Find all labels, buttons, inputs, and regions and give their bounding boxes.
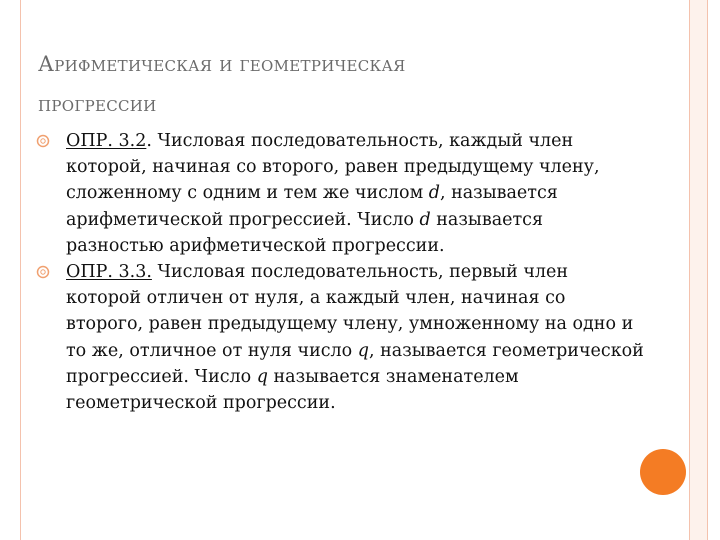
definition-text: , называется арифметической прогрессией. Число [66,183,558,230]
slide-content [36,128,646,416]
bullet-ring-icon [36,134,50,148]
definition-arithmetic [36,128,646,259]
right-border-band [689,0,707,540]
right-frame-line-inner [689,0,690,540]
accent-circle [640,449,686,495]
slide-title-line1: Арифметическая и геометрическая [38,52,406,76]
definition-text: называется знаменателем геометрической прогрессии. [66,366,519,414]
variable-d: d [419,209,431,230]
definition-term: ОПР. 3.3. [66,262,152,283]
slide-title-line2: прогрессии [38,92,157,116]
left-frame-line [20,0,21,540]
slide-title [38,44,658,124]
definition-geometric [36,259,646,416]
bullet-ring-icon [36,265,50,279]
definition-text: . Числовая последовательность, каждый член которой, начиная со второго, равен предыдущему члену, сложенному с одним и тем же числом [66,131,600,204]
variable-q: q [256,366,268,387]
definition-term: ОПР. 3.2 [66,131,147,151]
variable-q: q [357,340,369,361]
definition-text: Числовая последовательность, первый член которой отличен от нуля, а каждый член, начиная со второго, равен предыдущему члену, умноженному на одно и то же, отличное от нуля число [66,262,634,361]
definition-text: , называется геометрической прогрессией. Число [66,340,644,387]
variable-d: d [428,183,440,204]
right-frame-line-outer [707,0,708,540]
definition-text: называется разностью арифметической прогрессии. [66,209,544,256]
